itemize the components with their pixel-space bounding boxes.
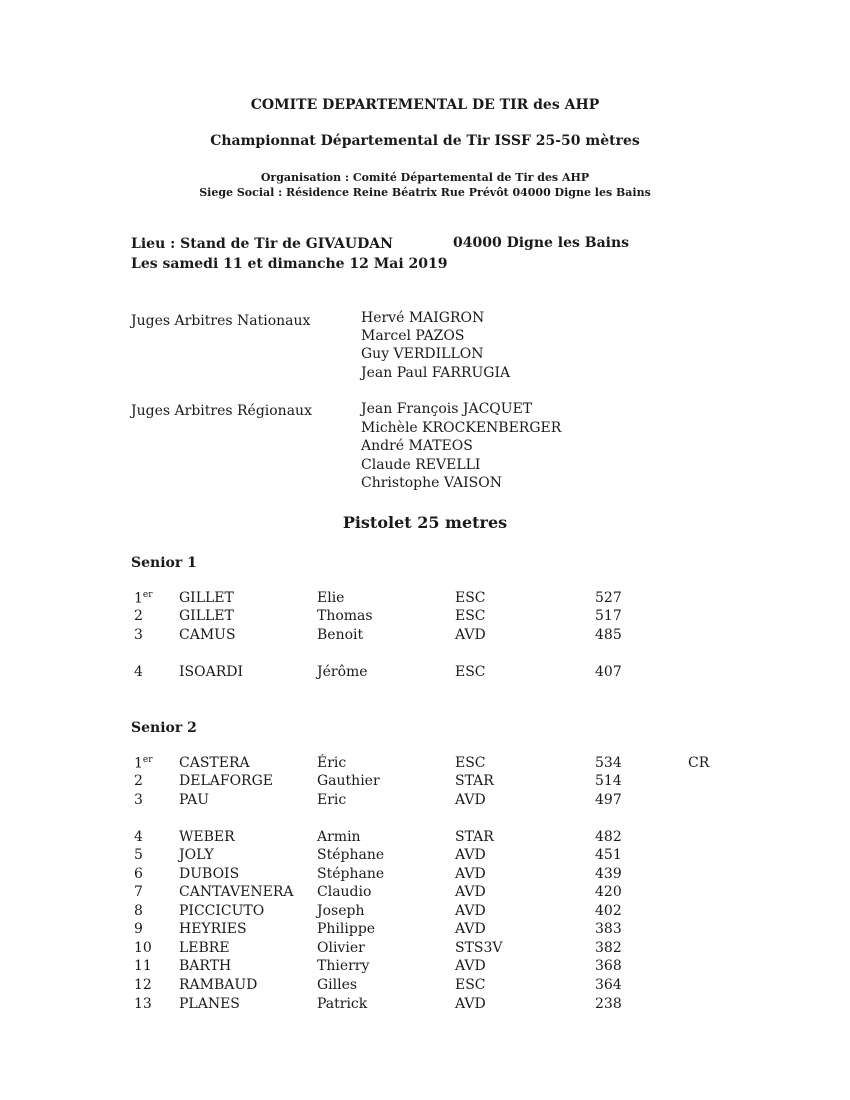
rank-number: 1 <box>134 590 143 607</box>
rank-number: 6 <box>134 866 143 882</box>
judge-name: Hervé MAIGRON <box>361 310 485 326</box>
club-cell: AVD <box>455 921 486 937</box>
first-name-cell: Eric <box>317 792 347 808</box>
first-name-cell: Stéphane <box>317 847 385 863</box>
rank-cell <box>134 903 143 919</box>
last-name-cell: CANTAVENERA <box>179 884 294 900</box>
result-row <box>0 608 850 626</box>
rank-cell <box>134 608 143 624</box>
last-name-cell: CAMUS <box>179 627 236 643</box>
rank-number: 11 <box>134 958 152 974</box>
result-row <box>0 755 850 773</box>
first-name-cell: Armin <box>317 829 361 845</box>
club-cell: AVD <box>455 847 486 863</box>
result-row <box>0 847 850 865</box>
result-row <box>0 977 850 995</box>
judge-name: Jean Paul FARRUGIA <box>361 365 511 381</box>
club-cell: AVD <box>455 996 486 1012</box>
club-cell: AVD <box>455 627 486 643</box>
score-cell: 364 <box>595 977 622 993</box>
judge-name: Guy VERDILLON <box>361 346 484 362</box>
score-cell: 485 <box>595 627 622 643</box>
judge-name: Marcel PAZOS <box>361 328 465 344</box>
first-name-cell: Gauthier <box>317 773 380 789</box>
score-cell: 514 <box>595 773 622 789</box>
club-cell: AVD <box>455 866 486 882</box>
last-name-cell: WEBER <box>179 829 235 845</box>
first-name-cell: Éric <box>317 755 347 771</box>
first-name-cell: Patrick <box>317 996 368 1012</box>
score-cell: 382 <box>595 940 622 956</box>
rank-number: 4 <box>134 664 143 680</box>
score-cell: 439 <box>595 866 622 882</box>
rank-cell <box>134 940 152 956</box>
last-name-cell: DUBOIS <box>179 866 240 882</box>
last-name-cell: ISOARDI <box>179 664 244 680</box>
rank-cell <box>134 866 143 882</box>
last-name-cell: GILLET <box>179 590 234 606</box>
last-name-cell: PLANES <box>179 996 240 1012</box>
result-row <box>0 773 850 791</box>
last-name-cell: HEYRIES <box>179 921 247 937</box>
score-cell: 451 <box>595 847 622 863</box>
rank-cell <box>134 829 143 845</box>
rank-cell <box>134 773 143 789</box>
club-cell: STS3V <box>455 940 503 956</box>
first-name-cell: Benoit <box>317 627 364 643</box>
rank-cell <box>134 958 152 974</box>
result-row <box>0 996 850 1014</box>
rank-cell <box>134 847 143 863</box>
score-cell: 527 <box>595 590 622 606</box>
first-name-cell: Elie <box>317 590 345 606</box>
first-name-cell: Jérôme <box>317 664 368 680</box>
last-name-cell: JOLY <box>179 847 214 863</box>
rank-suffix: er <box>142 755 153 765</box>
rank-number: 2 <box>134 773 143 789</box>
score-cell: 517 <box>595 608 622 624</box>
judge-name: Jean François JACQUET <box>361 401 533 417</box>
club-cell: AVD <box>455 792 486 808</box>
judge-name: Christophe VAISON <box>361 475 502 491</box>
last-name-cell: DELAFORGE <box>179 773 273 789</box>
result-row <box>0 903 850 921</box>
score-cell: 383 <box>595 921 622 937</box>
rank-cell <box>134 755 153 772</box>
result-row <box>0 590 850 608</box>
rank-number: 3 <box>134 792 143 808</box>
score-cell: 534 <box>595 755 622 771</box>
event-location: Lieu : Stand de Tir de GIVAUDAN <box>131 236 393 252</box>
rank-number: 3 <box>134 627 143 643</box>
score-cell: 402 <box>595 903 622 919</box>
first-name-cell: Thierry <box>317 958 370 974</box>
club-cell: ESC <box>455 977 486 993</box>
last-name-cell: RAMBAUD <box>179 977 258 993</box>
rank-number: 4 <box>134 829 143 845</box>
judge-name: Michèle KROCKENBERGER <box>361 420 562 436</box>
judges-national-label: Juges Arbitres Nationaux <box>131 313 311 329</box>
result-row <box>0 792 850 810</box>
club-cell: ESC <box>455 664 486 680</box>
club-cell: ESC <box>455 755 486 771</box>
first-name-cell: Claudio <box>317 884 372 900</box>
record-note-cell: CR <box>688 755 710 771</box>
last-name-cell: PICCICUTO <box>179 903 265 919</box>
rank-cell <box>134 627 143 643</box>
rank-cell <box>134 792 143 808</box>
rank-number: 8 <box>134 903 143 919</box>
score-cell: 238 <box>595 996 622 1012</box>
judge-name: André MATEOS <box>361 438 473 454</box>
rank-suffix: er <box>142 590 153 600</box>
document-subtitle: Championnat Départemental de Tir ISSF 25-50 mètres <box>210 133 640 149</box>
club-cell: AVD <box>455 958 486 974</box>
club-cell: STAR <box>455 773 494 789</box>
rank-cell <box>134 977 152 993</box>
judge-name: Claude REVELLI <box>361 457 481 473</box>
judges-regional-label: Juges Arbitres Régionaux <box>131 403 312 419</box>
rank-number: 5 <box>134 847 143 863</box>
first-name-cell: Philippe <box>317 921 376 937</box>
result-row <box>0 866 850 884</box>
result-row <box>0 627 850 645</box>
club-cell: AVD <box>455 903 486 919</box>
last-name-cell: BARTH <box>179 958 232 974</box>
siege-social-line: Siege Social : Résidence Reine Béatrix Rue Prévôt 04000 Digne les Bains <box>199 186 651 199</box>
document-title: COMITE DEPARTEMENTAL DE TIR des AHP <box>250 97 600 113</box>
club-cell: ESC <box>455 590 486 606</box>
first-name-cell: Gilles <box>317 977 358 993</box>
score-cell: 497 <box>595 792 622 808</box>
first-name-cell: Joseph <box>317 903 365 919</box>
score-cell: 368 <box>595 958 622 974</box>
rank-number: 2 <box>134 608 143 624</box>
category-title: Senior 2 <box>131 720 197 736</box>
result-row <box>0 829 850 847</box>
club-cell: STAR <box>455 829 494 845</box>
last-name-cell: GILLET <box>179 608 234 624</box>
rank-number: 7 <box>134 884 143 900</box>
rank-cell <box>134 884 143 900</box>
result-row <box>0 921 850 939</box>
rank-cell <box>134 996 152 1012</box>
club-cell: ESC <box>455 608 486 624</box>
section-title: Pistolet 25 metres <box>342 513 508 532</box>
event-dates: Les samedi 11 et dimanche 12 Mai 2019 <box>131 256 448 272</box>
category-title: Senior 1 <box>131 555 197 571</box>
result-row <box>0 884 850 902</box>
score-cell: 420 <box>595 884 622 900</box>
rank-number: 9 <box>134 921 143 937</box>
first-name-cell: Stéphane <box>317 866 385 882</box>
result-row <box>0 958 850 976</box>
result-row <box>0 664 850 682</box>
last-name-cell: PAU <box>179 792 210 808</box>
result-row <box>0 940 850 958</box>
rank-number: 10 <box>134 940 152 956</box>
score-cell: 407 <box>595 664 622 680</box>
rank-cell <box>134 664 143 680</box>
event-city: 04000 Digne les Bains <box>453 235 630 251</box>
last-name-cell: CASTERA <box>179 755 250 771</box>
first-name-cell: Olivier <box>317 940 365 956</box>
rank-number: 1 <box>134 755 143 772</box>
organisation-line: Organisation : Comité Départemental de Tir des AHP <box>260 171 590 184</box>
first-name-cell: Thomas <box>317 608 373 624</box>
rank-number: 12 <box>134 977 152 993</box>
club-cell: AVD <box>455 884 486 900</box>
score-cell: 482 <box>595 829 622 845</box>
rank-cell <box>134 921 143 937</box>
last-name-cell: LEBRE <box>179 940 230 956</box>
rank-cell <box>134 590 153 607</box>
rank-number: 13 <box>134 996 152 1012</box>
